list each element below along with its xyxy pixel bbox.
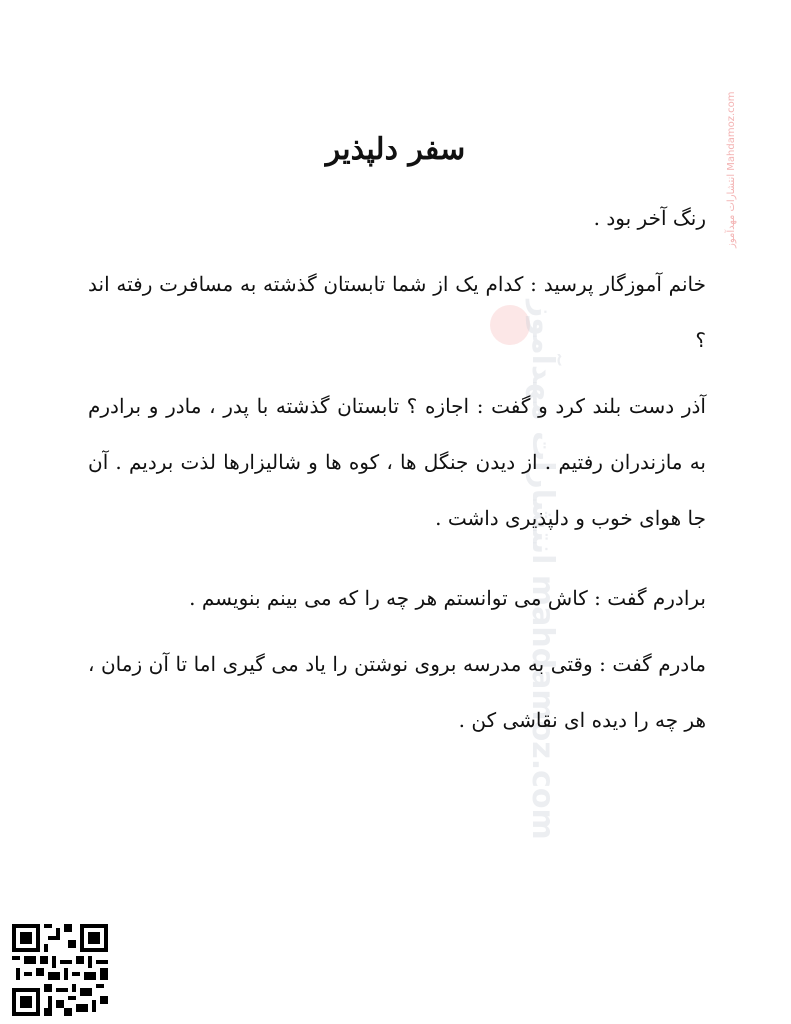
page-title: سفر دلپذیر: [325, 132, 466, 168]
story-body: [88, 190, 706, 840]
paragraph-4: برادرم گفت : کاش می توانستم هر چه را که می بینم بنویسم .: [189, 586, 706, 610]
paragraph-5: مادرم گفت : وقتی به مدرسه بروی نوشتن را یاد می گیری اما تا آن زمان ، هر چه را دیده ای نقاشی کن .: [88, 652, 706, 732]
qr-code-icon[interactable]: [12, 924, 108, 1016]
paragraph-2: خانم آموزگار پرسید : کدام یک از شما تابستان گذشته به مسافرت رفته اند ؟: [88, 272, 706, 352]
paragraph-3: آذر دست بلند کرد و گفت : اجازه ؟ تابستان گذشته با پدر ، مادر و برادرم به مازندران رفتیم . از دیدن جنگل ها ، کوه ها و شالیزارها لذت بردیم . آن جا هوای خوب و دلپذیری داشت .: [88, 394, 706, 530]
side-watermark: انتشارات مهدآموز Mahdamoz.com: [726, 91, 737, 248]
paragraph-1: رنگ آخر بود .: [593, 206, 706, 230]
center-watermark-text: انتشارات مهدآموز mahdamoz.com: [525, 300, 560, 840]
